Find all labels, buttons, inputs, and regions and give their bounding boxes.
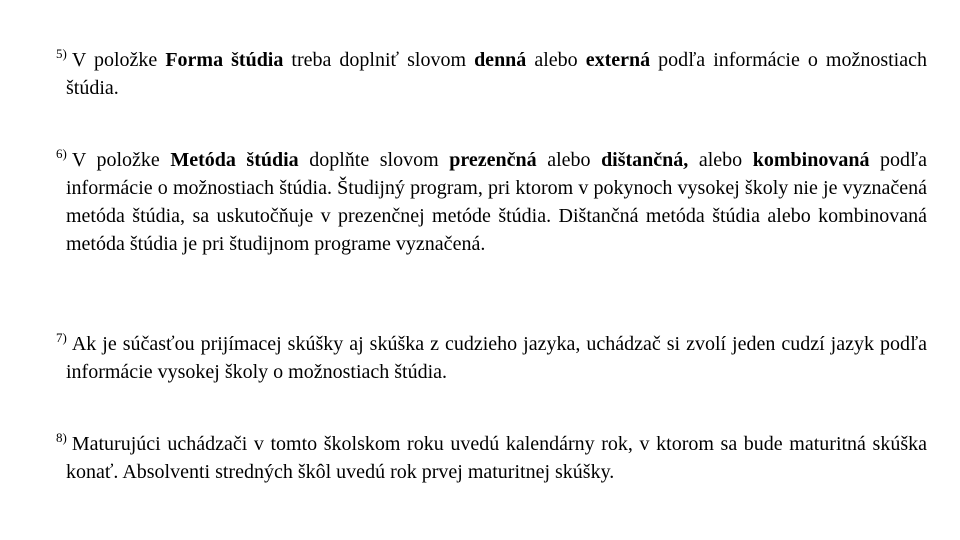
- footnote-text: Maturujúci uchádzači v tomto školskom roku uvedú kalendárny rok, v ktorom sa bude maturitná skúška konať. Absolventi stredných škôl uvedú rok prvej maturitnej skúšky.: [66, 433, 927, 483]
- footnote-6: [56, 140, 927, 258]
- footnote-emphasis: kombinovaná: [752, 149, 870, 171]
- footnote-marker: 7): [56, 330, 67, 345]
- footnote-emphasis: denná: [474, 49, 527, 71]
- footnote-text: alebo: [688, 149, 753, 171]
- footnote-text: alebo: [536, 149, 602, 171]
- footnote-emphasis: dištančná,: [601, 149, 689, 171]
- footnote-8: [56, 424, 927, 486]
- footnote-text: V položke: [71, 49, 166, 71]
- footnote-text: podľa informácie o možnostiach štúdia. Študijný program, pri ktorom v pokynoch vysokej školy nie je vyznačená metóda štúdia, sa uskutočňuje v prezenčnej metóde štúdia. Dištančná metóda štúdia alebo kombinovaná metóda štúdia je pri študijnom programe vyznačená.: [66, 149, 928, 255]
- footnote-emphasis: prezenčná: [449, 149, 537, 171]
- footnote-marker: 6): [56, 146, 67, 161]
- footnote-text: Ak je súčasťou prijímacej skúšky aj skúška z cudzieho jazyka, uchádzač si zvolí jeden cudzí jazyk podľa informácie vysokej školy o možnostiach štúdia.: [66, 333, 927, 383]
- footnote-marker: 5): [56, 46, 67, 61]
- footnote-text: V položke: [71, 149, 171, 171]
- footnote-text: alebo: [526, 49, 586, 71]
- footnote-7: [56, 324, 927, 386]
- footnote-emphasis: Metóda štúdia: [170, 149, 299, 171]
- footnote-emphasis: externá: [585, 49, 651, 71]
- footnote-text: doplňte slovom: [298, 149, 450, 171]
- footnote-5: [56, 40, 927, 102]
- footnote-marker: 8): [56, 430, 67, 445]
- footnote-emphasis: Forma štúdia: [165, 49, 284, 71]
- footnote-text: podľa informácie o možnostiach štúdia.: [66, 49, 927, 99]
- footnote-text: treba doplniť slovom: [283, 49, 475, 71]
